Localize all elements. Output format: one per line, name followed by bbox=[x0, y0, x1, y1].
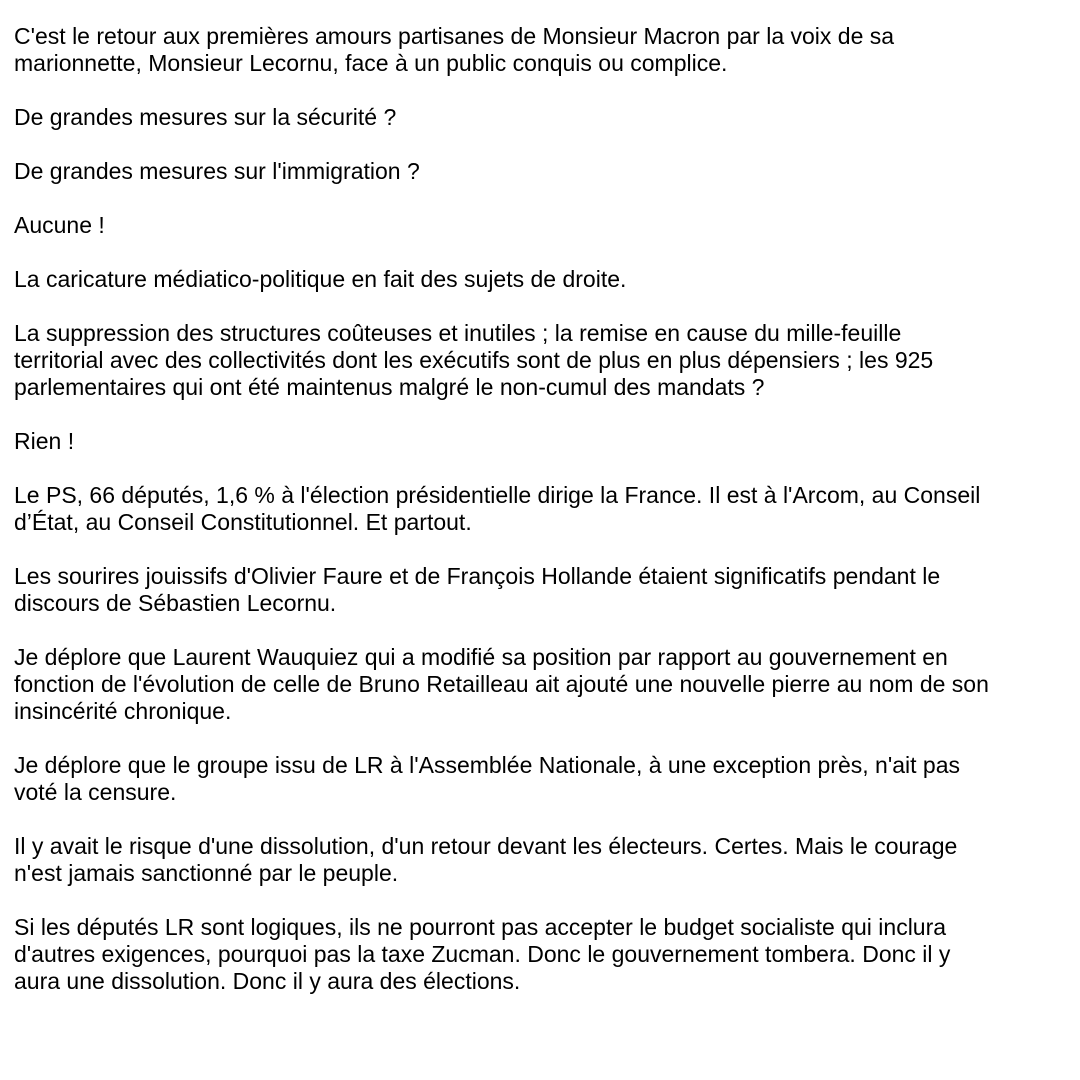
text-line: La caricature médiatico-politique en fait des sujets de droite. bbox=[14, 266, 627, 292]
paragraph bbox=[14, 644, 1080, 725]
text-line: d'autres exigences, pourquoi pas la taxe Zucman. Donc le gouvernement tombera. Donc il y bbox=[14, 941, 951, 967]
paragraph bbox=[14, 212, 1080, 239]
text-line: De grandes mesures sur l'immigration ? bbox=[14, 158, 420, 184]
text-line: discours de Sébastien Lecornu. bbox=[14, 590, 337, 616]
text-line: territorial avec des collectivités dont les exécutifs sont de plus en plus dépensiers ; les 925 bbox=[14, 347, 934, 373]
paragraph bbox=[14, 563, 1080, 617]
paragraph bbox=[14, 752, 1080, 806]
paragraph bbox=[14, 104, 1080, 131]
text-line: voté la censure. bbox=[14, 779, 177, 805]
text-line: De grandes mesures sur la sécurité ? bbox=[14, 104, 397, 130]
text-line: marionnette, Monsieur Lecornu, face à un public conquis ou complice. bbox=[14, 50, 728, 76]
text-line: Je déplore que Laurent Wauquiez qui a modifié sa position par rapport au gouvernement en bbox=[14, 644, 948, 670]
text-line: insincérité chronique. bbox=[14, 698, 232, 724]
text-line: Le PS, 66 députés, 1,6 % à l'élection présidentielle dirige la France. Il est à l'Arcom, au Conseil bbox=[14, 482, 981, 508]
text-line: fonction de l'évolution de celle de Bruno Retailleau ait ajouté une nouvelle pierre au nom de son bbox=[14, 671, 989, 697]
text-line: Si les députés LR sont logiques, ils ne pourront pas accepter le budget socialiste qui inclura bbox=[14, 914, 947, 940]
paragraph bbox=[14, 320, 1080, 401]
paragraph bbox=[14, 23, 1080, 77]
paragraph bbox=[14, 158, 1080, 185]
paragraph bbox=[14, 266, 1080, 293]
text-line: parlementaires qui ont été maintenus malgré le non-cumul des mandats ? bbox=[14, 374, 765, 400]
paragraph bbox=[14, 914, 1080, 995]
paragraph bbox=[14, 833, 1080, 887]
text-line: La suppression des structures coûteuses et inutiles ; la remise en cause du mille-feuille bbox=[14, 320, 902, 346]
text-line: C'est le retour aux premières amours partisanes de Monsieur Macron par la voix de sa bbox=[14, 23, 895, 49]
text-line: Rien ! bbox=[14, 428, 75, 454]
text-line: Aucune ! bbox=[14, 212, 105, 238]
text-line: d’État, au Conseil Constitutionnel. Et partout. bbox=[14, 509, 472, 535]
text-line: Je déplore que le groupe issu de LR à l'Assemblée Nationale, à une exception près, n'ait pas bbox=[14, 752, 960, 778]
text-line: Il y avait le risque d'une dissolution, d'un retour devant les électeurs. Certes. Mais le courage bbox=[14, 833, 958, 859]
text-line: n'est jamais sanctionné par le peuple. bbox=[14, 860, 399, 886]
text-line: Les sourires jouissifs d'Olivier Faure et de François Hollande étaient significatifs pendant le bbox=[14, 563, 941, 589]
text-line: aura une dissolution. Donc il y aura des élections. bbox=[14, 968, 521, 994]
paragraph bbox=[14, 428, 1080, 455]
paragraph bbox=[14, 482, 1080, 536]
